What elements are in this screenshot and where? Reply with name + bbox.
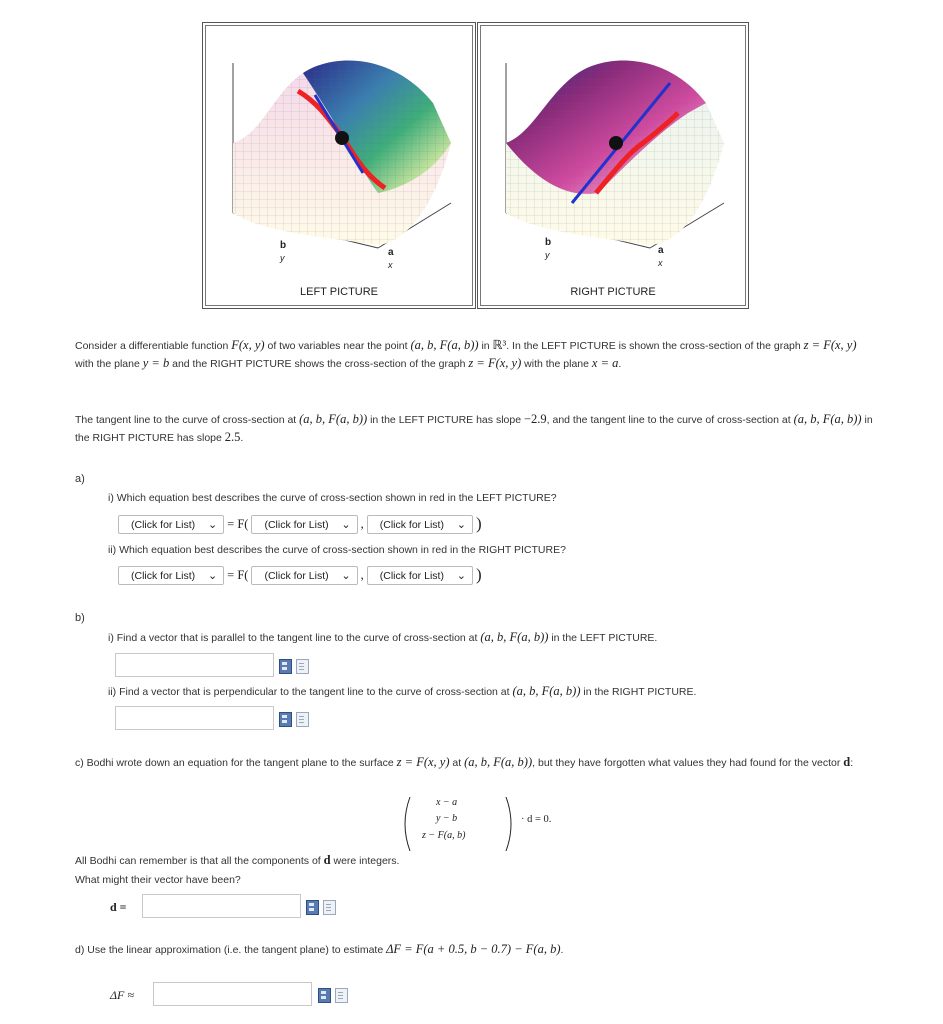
part-c-line-2: All Bodhi can remember is that all the components of d were integers. <box>75 853 400 867</box>
calculator-icon[interactable] <box>279 659 292 674</box>
left-axis-x: x <box>388 260 393 270</box>
part-b-label: b) <box>75 612 85 624</box>
help-icon[interactable] <box>296 659 309 674</box>
dot-equation: · d = 0. <box>521 814 552 825</box>
tangent-plane-equation <box>400 795 560 851</box>
a1-z-select[interactable]: (Click for List) ⌄ <box>118 515 224 534</box>
b1-vector-input[interactable] <box>115 653 274 677</box>
d-vector-input[interactable] <box>142 894 301 918</box>
right-axis-y: y <box>545 250 550 260</box>
right-picture <box>477 22 749 309</box>
calculator-icon[interactable] <box>279 712 292 727</box>
vector-row-1: x − a <box>436 797 458 808</box>
a1-x-select[interactable]: (Click for List) ⌄ <box>251 515 357 534</box>
help-icon[interactable] <box>296 712 309 727</box>
chevron-down-icon: ⌄ <box>207 569 218 582</box>
vector-brackets <box>400 795 520 853</box>
chevron-down-icon: ⌄ <box>341 569 351 582</box>
right-axis-b: b <box>545 237 552 248</box>
part-a-question-1: i) Which equation best describes the curve of cross-section shown in red in the LEFT PICTURE? <box>108 492 557 504</box>
chevron-down-icon: ⌄ <box>456 569 466 582</box>
right-picture-label: RIGHT PICTURE <box>570 286 656 298</box>
vector-row-3: z − F(a, b) <box>422 830 466 841</box>
a2-x-select[interactable]: (Click for List) ⌄ <box>251 566 357 585</box>
left-axis-a: a <box>388 247 394 258</box>
calculator-icon[interactable] <box>318 988 331 1003</box>
b2-vector-input[interactable] <box>115 706 274 730</box>
right-surface-plot <box>478 23 750 310</box>
part-c-paragraph: c) Bodhi wrote down an equation for the tangent plane to the surface z = F(x, y) at (a, b, F(a, b)), but they have forgotten what values they had found for the vector d: <box>75 755 854 769</box>
chevron-down-icon: ⌄ <box>341 518 351 531</box>
left-surface-plot <box>203 23 477 310</box>
delta-f-input[interactable] <box>153 982 312 1006</box>
left-axis-y: y <box>280 253 285 263</box>
a2-z-select[interactable]: (Click for List) ⌄ <box>118 566 224 585</box>
part-b-question-2: ii) Find a vector that is perpendicular to the tangent line to the curve of cross-section at (a, b, F(a, b)) in the RIGHT PICTURE. <box>108 684 697 698</box>
part-c-line-3: What might their vector have been? <box>75 874 241 886</box>
vector-row-2: y − b <box>436 813 458 824</box>
a2-y-select[interactable]: (Click for List) ⌄ <box>367 566 473 585</box>
part-a-label: a) <box>75 473 85 485</box>
calculator-icon[interactable] <box>306 900 319 915</box>
chevron-down-icon: ⌄ <box>456 518 466 531</box>
intro-paragraph: Consider a differentiable function F(x, y) of two variables near the point (a, b, F(a, b)) in ℝ³. In the LEFT PICTURE is shown the cross-section of the graph z = F(x, y) with the plane y = b and the RIGHT PICTURE shows the cross-section of the graph z = F(x, y) with the plane x = a. <box>75 338 857 370</box>
left-picture <box>202 22 476 309</box>
part-a-equation-2: (Click for List) ⌄ = F( (Click for List) ⌄ , (Click for List) ⌄ ) <box>118 565 482 585</box>
help-icon[interactable] <box>323 900 336 915</box>
help-icon[interactable] <box>335 988 348 1003</box>
left-axis-b: b <box>280 240 287 251</box>
part-b-question-1: i) Find a vector that is parallel to the tangent line to the curve of cross-section at (a, b, F(a, b)) in the LEFT PICTURE. <box>108 630 658 644</box>
right-axis-a: a <box>658 245 664 256</box>
delta-f-label: ΔF ≈ <box>110 988 134 1002</box>
chevron-down-icon: ⌄ <box>207 518 218 531</box>
part-a-equation-1: (Click for List) ⌄ = F( (Click for List) ⌄ , (Click for List) ⌄ ) <box>118 514 482 534</box>
slopes-paragraph: The tangent line to the curve of cross-section at (a, b, F(a, b)) in the LEFT PICTURE has slope −2.9, and the tangent line to the curve of cross-section at (a, b, F(a, b)) in the RIGHT PICTURE has slope 2.5. <box>75 412 873 444</box>
right-axis-x: x <box>658 258 663 268</box>
left-picture-label: LEFT PICTURE <box>299 286 379 298</box>
a1-y-select[interactable]: (Click for List) ⌄ <box>367 515 473 534</box>
part-a-question-2: ii) Which equation best describes the curve of cross-section shown in red in the RIGHT PICTURE? <box>108 544 566 556</box>
part-d-paragraph: d) Use the linear approximation (i.e. the tangent plane) to estimate ΔF = F(a + 0.5, b − 0.7) − F(a, b). <box>75 942 564 956</box>
d-label: d = <box>110 900 127 914</box>
